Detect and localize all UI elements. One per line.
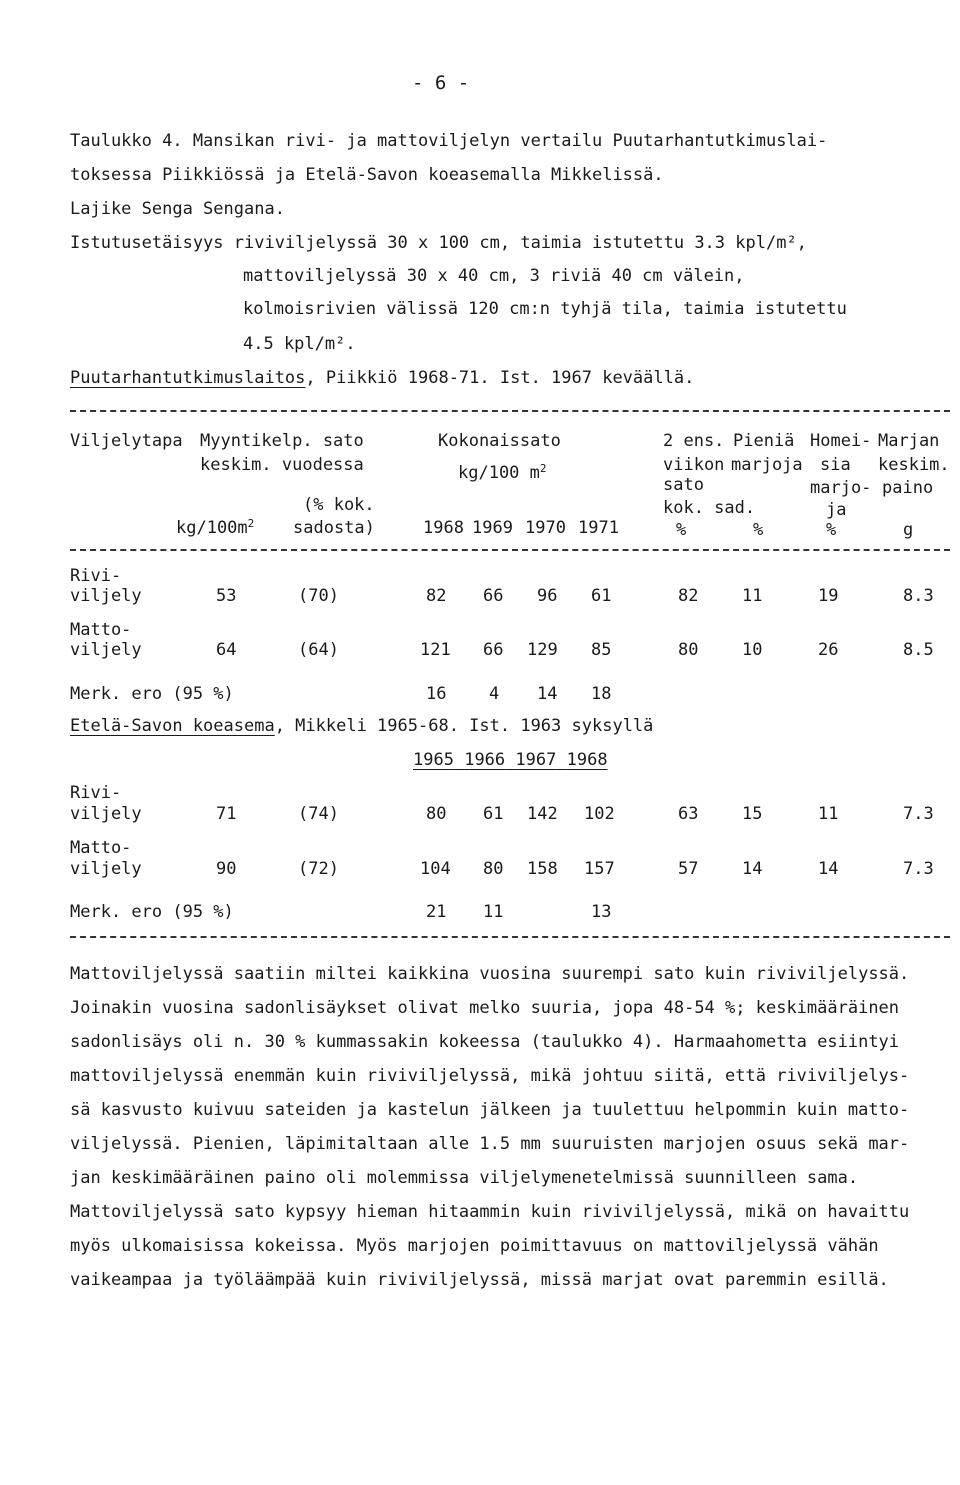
cell-year: 102 [584, 804, 615, 824]
caption-line: mattoviljelyssä 30 x 40 cm, 3 riviä 40 cm välein, [243, 266, 745, 286]
row-label: viljely [70, 640, 142, 660]
cell-ens: 82 [678, 586, 699, 606]
header-kok-sad: kok. sad. [663, 498, 756, 518]
table-rule-bottom [70, 936, 950, 938]
header-kg100: $kg/100m^2$ [176, 517, 255, 538]
cell-myynti: 64 [216, 640, 237, 660]
header-pct-kok: (% kok. [303, 495, 375, 515]
header-marjo: marjo- [810, 478, 872, 498]
merk-label: Merk. ero (95 %) [70, 684, 234, 704]
merk-value: 14 [537, 684, 558, 704]
station-heading-2 [70, 718, 653, 735]
cell-ens: 80 [678, 640, 699, 660]
cell-year: 66 [483, 640, 504, 660]
merk-value: 21 [426, 902, 447, 922]
cell-year: 157 [584, 859, 615, 879]
cell-year: 80 [426, 804, 447, 824]
cell-year: 158 [527, 859, 558, 879]
caption-line: Istutusetäisyys riviviljelyssä 30 x 100 cm, taimia istutettu 3.3 kpl/m², [70, 233, 807, 253]
cell-pieni: 15 [742, 804, 763, 824]
paragraph-line: viljelyssä. Pienien, läpimitaltaan alle 1.5 mm suuruisten marjojen osuus sekä mar- [70, 1134, 910, 1154]
header-year: 1970 [525, 518, 566, 538]
years-2: 1965 1966 1967 1968 [413, 750, 608, 770]
cell-homei: 11 [818, 804, 839, 824]
merk-value: 18 [591, 684, 612, 704]
cell-year: 80 [483, 859, 504, 879]
header-keskim: keskim. [878, 455, 950, 475]
header-year: 1969 [472, 518, 513, 538]
merk-value: 13 [591, 902, 612, 922]
cell-paino: 7.3 [903, 859, 934, 879]
header-kokonaissato: Kokonaissato [438, 431, 561, 451]
paragraph-line: mattoviljelyssä enemmän kuin riviviljelyssä, mikä johtuu siitä, että riviviljelys- [70, 1066, 910, 1086]
header-sato: sato [663, 475, 704, 495]
caption-line: toksessa Piikkiössä ja Etelä-Savon koeasemalla Mikkelissä. [70, 165, 664, 185]
paragraph-line: Joinakin vuosina sadonlisäykset olivat melko suuria, jopa 48-54 %; keskimääräinen [70, 998, 900, 1018]
cell-homei: 14 [818, 859, 839, 879]
cell-year: 96 [537, 586, 558, 606]
cell-year: 61 [591, 586, 612, 606]
cell-pct: (64) [298, 640, 339, 660]
cell-myynti: 53 [216, 586, 237, 606]
cell-year: 66 [483, 586, 504, 606]
cell-homei: 26 [818, 640, 839, 660]
paragraph-line: vaikeampaa ja työläämpää kuin riviviljelyssä, missä marjat ovat paremmin esillä. [70, 1270, 889, 1290]
cell-homei: 19 [818, 586, 839, 606]
cell-year: 121 [420, 640, 451, 660]
cell-year: 82 [426, 586, 447, 606]
header-kg100m: kg/100 $m^2$ [458, 462, 547, 483]
header-sadosta: sadosta) [293, 518, 375, 538]
row-label: viljely [70, 804, 142, 824]
caption-line: kolmoisrivien välissä 120 cm:n tyhjä tila, taimia istutettu [243, 299, 847, 319]
header-paino: paino [882, 478, 934, 498]
row-label: Matto- [70, 838, 132, 858]
merk-value: 4 [489, 684, 500, 704]
cell-year: 61 [483, 804, 504, 824]
row-label: Rivi- [70, 566, 122, 586]
paragraph-line: jan keskimääräinen paino oli molemmissa viljelymenetelmissä suunnilleen sama. [70, 1168, 859, 1188]
table-rule-header [70, 549, 950, 551]
cell-year: 129 [527, 640, 558, 660]
header-pct-homei: % [826, 520, 837, 540]
cell-paino: 7.3 [903, 804, 934, 824]
header-viikon: viikon [663, 455, 725, 475]
paragraph-line: myös ulkomaisissa kokeissa. Myös marjojen poimittavuus on mattoviljelyssä vähän [70, 1236, 879, 1256]
paragraph-line: sadonlisäys oli n. 30 % kummassakin kokeessa (taulukko 4). Harmaahometta esiintyi [70, 1032, 900, 1052]
station-info: , Piikkiö 1968-71. Ist. 1967 keväällä. [305, 368, 695, 388]
merk-value: 16 [426, 684, 447, 704]
header-homei: Homei- [810, 431, 872, 451]
caption-line: 4.5 kpl/m². [243, 334, 356, 354]
cell-ens: 63 [678, 804, 699, 824]
header-2-ens: 2 ens. [663, 431, 725, 451]
cell-year: 142 [527, 804, 558, 824]
cell-pieni: 14 [742, 859, 763, 879]
merk-label: Merk. ero (95 %) [70, 902, 234, 922]
header-viljelytapa: Viljelytapa [70, 431, 183, 451]
cell-year: 85 [591, 640, 612, 660]
row-label: viljely [70, 586, 142, 606]
table-rule-top [70, 410, 950, 412]
cell-pct: (72) [298, 859, 339, 879]
row-label: viljely [70, 859, 142, 879]
cell-pct: (70) [298, 586, 339, 606]
header-sia: sia [820, 455, 851, 475]
header-pct-ens: % [676, 520, 687, 540]
cell-pct: (74) [298, 804, 339, 824]
caption-line: Taulukko 4. Mansikan rivi- ja mattoviljelyn vertailu Puutarhantutkimuslai- [70, 131, 828, 151]
header-g: g [903, 520, 914, 540]
merk-value: 11 [483, 902, 504, 922]
header-pct-pieni: % [753, 520, 764, 540]
cell-paino: 8.5 [903, 640, 934, 660]
station-name: Etelä-Savon koeasema [70, 716, 275, 736]
station-info: , Mikkeli 1965-68. Ist. 1963 syksyllä [274, 716, 654, 736]
station-name: Puutarhantutkimuslaitos [70, 368, 306, 388]
header-year: 1971 [578, 518, 619, 538]
cell-myynti: 90 [216, 859, 237, 879]
paragraph-line: Mattoviljelyssä sato kypsyy hieman hitaammin kuin riviviljelyssä, mikä on havaittu [70, 1202, 910, 1222]
station-heading-1 [70, 370, 694, 387]
caption-line: Lajike Senga Sengana. [70, 199, 285, 219]
cell-ens: 57 [678, 859, 699, 879]
row-label: Matto- [70, 620, 132, 640]
cell-year: 104 [420, 859, 451, 879]
header-year: 1968 [423, 518, 464, 538]
paragraph-line: Mattoviljelyssä saatiin miltei kaikkina vuosina suurempi sato kuin riviviljelyssä. [70, 964, 910, 984]
cell-pieni: 11 [742, 586, 763, 606]
header-marjan: Marjan [878, 431, 940, 451]
header-myyntikelp: Myyntikelp. sato [200, 431, 364, 451]
header-keskim-vuodessa: keskim. vuodessa [200, 455, 364, 475]
paragraph-line: sä kasvusto kuivuu sateiden ja kastelun jälkeen ja tuulettuu helpommin kuin matto- [70, 1100, 910, 1120]
page-number: - 6 - [412, 72, 470, 94]
cell-pieni: 10 [742, 640, 763, 660]
cell-myynti: 71 [216, 804, 237, 824]
row-label: Rivi- [70, 783, 122, 803]
header-ja: ja [826, 500, 847, 520]
header-pienia: Pieniä [733, 431, 795, 451]
header-marjoja: marjoja [731, 455, 803, 475]
cell-paino: 8.3 [903, 586, 934, 606]
